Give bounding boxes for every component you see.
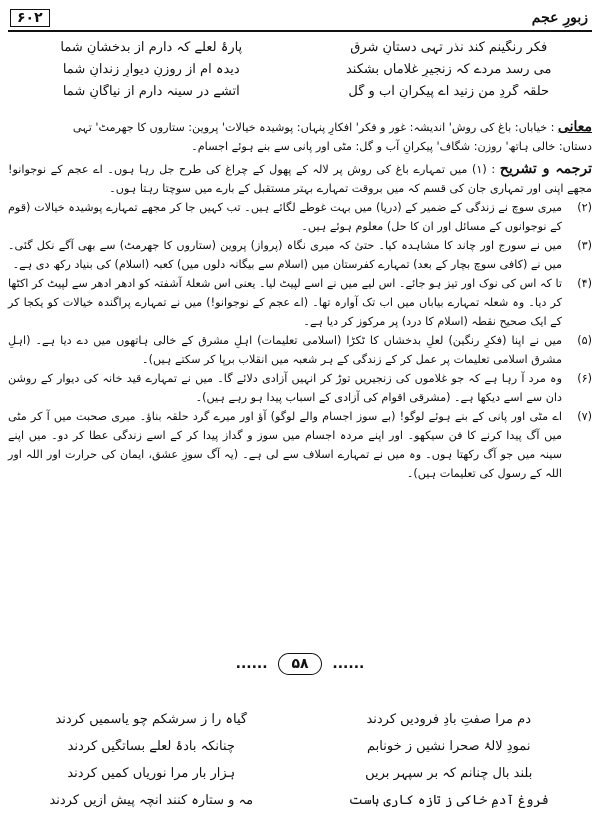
paragraph-number: (۳) (577, 239, 592, 252)
paragraph-text: میری سوچ نے زندگی کے ضمیر کے (دریا) میں بہت غوطے لگائے ہیں۔ تب کہیں جا کر مجھے تمہارے پوشیدہ خیالات (قوم کے نوجوانوں کے مسائل اور ان کا حل) معلوم ہوئے ہیں۔ (8, 201, 562, 233)
verse-second: آتشے در سینہ دارم از نیاگانِ شما (62, 83, 240, 99)
page-header (8, 6, 592, 32)
poem-couplet (14, 787, 586, 814)
paragraph-text: میں نے اپنا (فکرِ رنگین) لعلِ بدخشاں کا ٹکڑا (اسلامی تعلیمات) اہلِ مشرق کے خالی ہاتھوں میں دے دیا ہے۔ (اہلِ مشرق اسلامی تعلیمات پر عمل کر کے زندگی کے ہر شعبہ میں انقلاب برپا کر سکتے ہیں)۔ (8, 334, 562, 366)
poem-couplet (14, 36, 586, 58)
maani-section (8, 118, 592, 156)
heading-dots-left: ...... (235, 656, 268, 672)
running-title: زبورِ عجم (531, 10, 588, 26)
explanation-paragraph (8, 331, 592, 369)
verse-second: دیدہ ام از روزنِ دیوارِ زندانِ شما (62, 61, 240, 77)
verse-first: دم مرا صفتِ بادِ فرودیں کردند (366, 712, 531, 727)
ghazal-number: ۵۸ (278, 653, 321, 675)
verse-second: ہزار بار مرا نوریاں کمیں کردند (67, 766, 236, 781)
top-poem (14, 36, 586, 102)
paragraph-number: (۵) (577, 334, 592, 347)
verse-first: بلند بال چنانم کہ بر سپہر بریں (365, 766, 533, 781)
verse-first: می رسد مردے کہ زنجیرِ غلاماں بشکند (345, 61, 552, 77)
verse-second: مہ و ستارہ کنند آنچہ پیش ازیں کردند (49, 793, 254, 808)
verse-first: فکر رنگینم کند نذر تہی دستانِ شرق (350, 39, 548, 55)
tarjuma-section (8, 160, 592, 483)
explanation-paragraph (8, 274, 592, 331)
verse-second: چنانکہ بادۂ لعلے بساتگیں کردند (67, 739, 235, 754)
verse-first: فروغِ آدمِ خاکی ز تازہ کاری ہاست (348, 793, 549, 808)
poem-couplet (14, 760, 586, 787)
paragraph-text: اے مٹی اور پانی کے بنے ہوئے لوگو! (بے سوز اجسام والے لوگو) آؤ اور میرے گرد حلقہ بناؤ۔ میری صحبت میں آ کر مٹی میں آگ پیدا کرنے کا فن سیکھو۔ اور اپنے مردہ اجسام میں سوز و گداز پیدا کر کے اسے زندگی عطا کر دو۔ میں اپنے سینہ میں جو آگ رکھتا ہوں۔ وہ میں نے تمہارے اسلاف سے لی ہے۔ (یہ آگ سوزِ عشق، ایمان کی حرارت اور اللہ اور اللہ کے رسول کی تعلیمات ہیں)۔ (8, 410, 562, 480)
explanation-paragraph (8, 407, 592, 483)
poem-couplet (14, 58, 586, 80)
poem-couplet (14, 706, 586, 733)
ghazal-heading (0, 653, 600, 672)
maani-line-2: دستاں: خالی ہاتھ' روزن: شگاف' پیکرانِ آب و گل: مٹی اور پانی سے بنے ہوئے اجسام۔ (191, 140, 592, 153)
heading-dots-right: ...... (332, 656, 365, 672)
verse-first: حلقہ گردِ من زنید اے پیکرانِ آب و گل (348, 83, 550, 99)
paragraph-number: (۲) (577, 201, 592, 214)
verse-second: گیاہ را ز سرشکم چو یاسمیں کردند (55, 712, 248, 727)
paragraph-number: (۶) (577, 372, 592, 385)
tarjuma-intro (8, 160, 592, 198)
ghazal-heading-line (236, 656, 365, 672)
maani-line (8, 118, 592, 137)
verse-second: پارۂ لعلے کہ دارم از بدخشانِ شما (60, 39, 243, 55)
paragraph-text: میں نے سورج اور چاند کا مشاہدہ کیا۔ حتیٰ کہ میری نگاہ (پرواز) پروین (ستاروں کا جھرمٹ) سے بھی آگے نکل گئی۔ میں نے (کافی سوچ بچار کے بعد) تمہارے کفرستان میں (اسلام سے بیگانہ دلوں میں) کعبہ (اسلام) کی بنیاد رکھ دی ہے۔ (8, 239, 562, 271)
explanation-paragraph (8, 369, 592, 407)
page-number: ۶۰۲ (10, 9, 50, 27)
paragraph-number: (۷) (577, 410, 592, 423)
paragraph-text: تا کہ اس کی نوک اور تیز ہو جائے۔ اس لیے میں نے اسے لپیٹ لیا۔ یعنی اس شعلۂ آشفتہ کو ادھر ادھر سے لپیٹ کر اکٹھا کر دیا۔ وہ شعلہ تمہارے بیاباں میں اب تک آوارہ تھا۔ (اے عجم کے نوجوانو!) میں نے تمہارے پراگندہ خیالات کو یکجا کر کے ایک صحیح نقطہ (اسلام کا درد) پر مرکوز کر دیا ہے۔ (8, 277, 562, 328)
verse-first: نمودِ لالۂ صحرا نشیں ز خونابم (367, 739, 531, 754)
ghazal-poem (14, 706, 586, 814)
poem-couplet (14, 80, 586, 102)
explanation-paragraph (8, 236, 592, 274)
maani-label: معانی (557, 119, 592, 135)
paragraph-number: (۴) (577, 277, 592, 290)
tarjuma-intro-text: : (۱) میں تمہارے باغ کی روش پر لالہ کے پھول کے چراغ کی طرح جل رہا ہوں۔ اے عجم کے نوجوانو! مجھے اپنی اور تمہاری جان کی قسم کہ میں بروقت تمہارے بہتر مستقبل کے بارے میں سوچتا رہتا ہوں۔ (8, 163, 592, 195)
tarjuma-label: ترجمہ و تشریح (499, 161, 593, 177)
poem-couplet (14, 733, 586, 760)
explanation-paragraph (8, 198, 592, 236)
maani-text: : خیاباں: باغ کی روش' اندیشہ: غور و فکر' افکارِ پنہاں: پوشیدہ خیالات' پروین: ستاروں کا جھرمٹ' تہی (72, 121, 555, 134)
paragraph-text: وہ مرد آ رہا ہے کہ جو غلاموں کی زنجیریں توڑ کر انہیں آزادی دلائے گا۔ میں نے تمہارے قید خانہ کی دیوار کے روشن دان سے اسے دیکھا ہے۔ (مشرقی اقوام کی آزادی کے اسباب پیدا ہو رہے ہیں)۔ (8, 372, 562, 404)
